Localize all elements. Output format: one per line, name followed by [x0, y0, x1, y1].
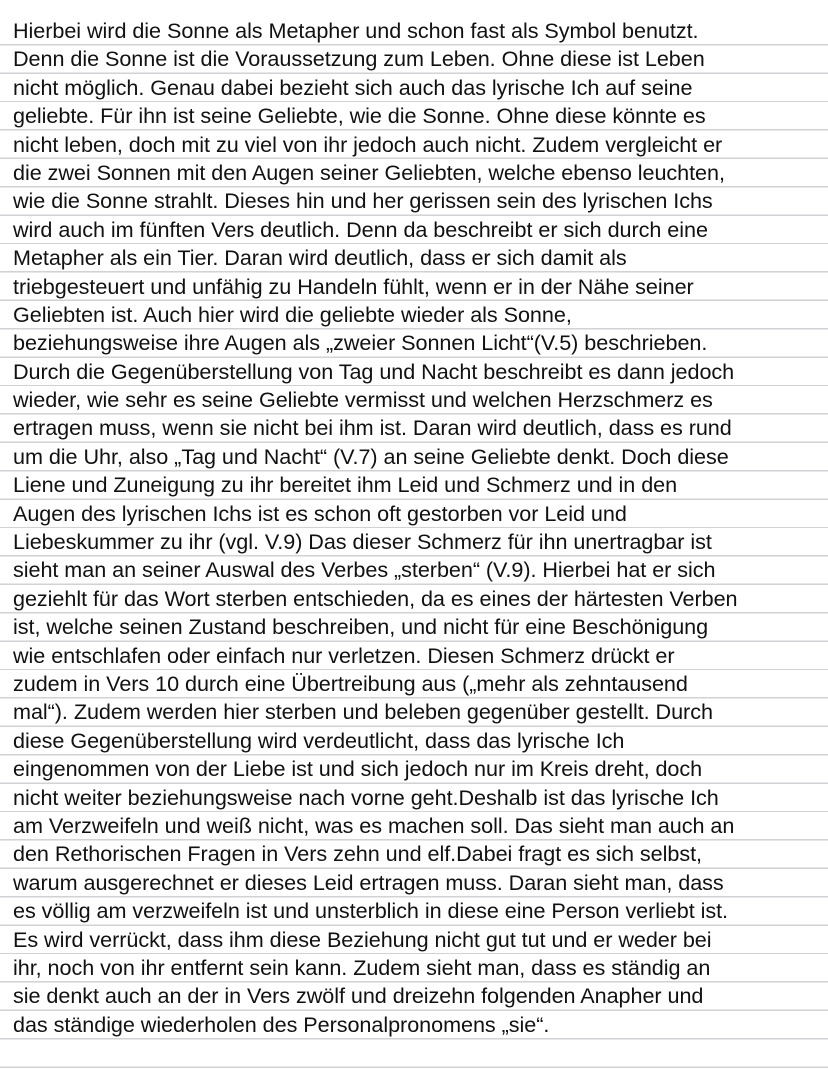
- text-line: warum ausgerechnet er dieses Leid ertragen muss. Daran sieht man, dass: [13, 869, 724, 895]
- text-line: Denn die Sonne ist die Voraussetzung zum Leben. Ohne diese ist Leben: [13, 46, 705, 72]
- text-line: ertragen muss, wenn sie nicht bei ihm ist. Daran wird deutlich, dass es rund: [13, 415, 732, 441]
- text-line: nicht leben, doch mit zu viel von ihr jedoch auch nicht. Zudem vergleicht er: [13, 131, 723, 157]
- text-line: wie entschlafen oder einfach nur verletzen. Diesen Schmerz drückt er: [13, 642, 675, 668]
- text-line: wieder, wie sehr es seine Geliebte vermisst und welchen Herzschmerz es: [13, 387, 713, 413]
- text-line: zudem in Vers 10 durch eine Übertreibung aus („mehr als zehntausend: [13, 670, 688, 696]
- text-line: das ständige wiederholen des Personalpronomens „sie“.: [13, 1011, 550, 1037]
- text-line: Hierbei wird die Sonne als Metapher und schon fast als Symbol benutzt.: [13, 18, 699, 43]
- text-line: den Rethorischen Fragen in Vers zehn und elf.Dabei fragt es sich selbst,: [13, 841, 702, 867]
- text-line: beziehungsweise ihre Augen als „zweier Sonnen Licht“(V.5) beschrieben.: [13, 330, 708, 356]
- text-line: diese Gegenüberstellung wird verdeutlicht, dass das lyrische Ich: [13, 727, 625, 753]
- essay-text: [13, 17, 823, 1039]
- text-line: Durch die Gegenüberstellung von Tag und Nacht beschreibt es dann jedoch: [13, 358, 735, 384]
- text-line: nicht möglich. Genau dabei bezieht sich auch das lyrische Ich auf seine: [13, 74, 693, 100]
- text-line: es völlig am verzweifeln ist und unsterblich in diese eine Person verliebt ist.: [13, 898, 728, 924]
- text-line: eingenommen von der Liebe ist und sich jedoch nur im Kreis dreht, doch: [13, 756, 703, 782]
- text-line: Liene und Zuneigung zu ihr bereitet ihm Leid und Schmerz und in den: [13, 472, 678, 498]
- text-line: ist, welche seinen Zustand beschreiben, und nicht für eine Beschönigung: [13, 614, 709, 640]
- text-line: Geliebten ist. Auch hier wird die geliebte wieder als Sonne,: [13, 301, 572, 327]
- text-line: Augen des lyrischen Ichs ist es schon oft gestorben vor Leid und: [13, 500, 627, 526]
- text-line: geziehlt für das Wort sterben entschieden, da es eines der härtesten Verben: [13, 585, 738, 611]
- text-line: mal“). Zudem werden hier sterben und beleben gegenüber gestellt. Durch: [13, 699, 713, 725]
- text-line: Metapher als ein Tier. Daran wird deutlich, dass er sich damit als: [13, 245, 627, 271]
- text-line: um die Uhr, also „Tag und Nacht“ (V.7) an seine Geliebte denkt. Doch diese: [13, 443, 729, 469]
- text-line: sie denkt auch an der in Vers zwölf und dreizehn folgenden Anapher und: [13, 983, 704, 1009]
- text-line: wird auch im fünften Vers deutlich. Denn da beschreibt er sich durch eine: [13, 216, 708, 242]
- text-line: Es wird verrückt, dass ihm diese Beziehung nicht gut tut und er weder bei: [13, 926, 712, 952]
- text-line: die zwei Sonnen mit den Augen seiner Geliebten, welche ebenso leuchten,: [13, 159, 725, 185]
- text-line: Liebeskummer zu ihr (vgl. V.9) Das dieser Schmerz für ihn unertragbar ist: [13, 529, 712, 555]
- text-line: am Verzweifeln und weiß nicht, was es machen soll. Das sieht man auch an: [13, 812, 735, 838]
- text-line: nicht weiter beziehungsweise nach vorne geht.Deshalb ist das lyrische Ich: [13, 784, 719, 810]
- text-line: triebgesteuert und unfähig zu Handeln fühlt, wenn er in der Nähe seiner: [13, 273, 694, 299]
- text-line: ihr, noch von ihr entfernt sein kann. Zudem sieht man, dass es ständig an: [13, 954, 711, 980]
- text-line: geliebte. Für ihn ist seine Geliebte, wie die Sonne. Ohne diese könnte es: [13, 103, 706, 129]
- text-line: wie die Sonne strahlt. Dieses hin und her gerissen sein des lyrischen Ichs: [13, 188, 713, 214]
- text-line: sieht man an seiner Auswal des Verbes „sterben“ (V.9). Hierbei hat er sich: [13, 557, 716, 583]
